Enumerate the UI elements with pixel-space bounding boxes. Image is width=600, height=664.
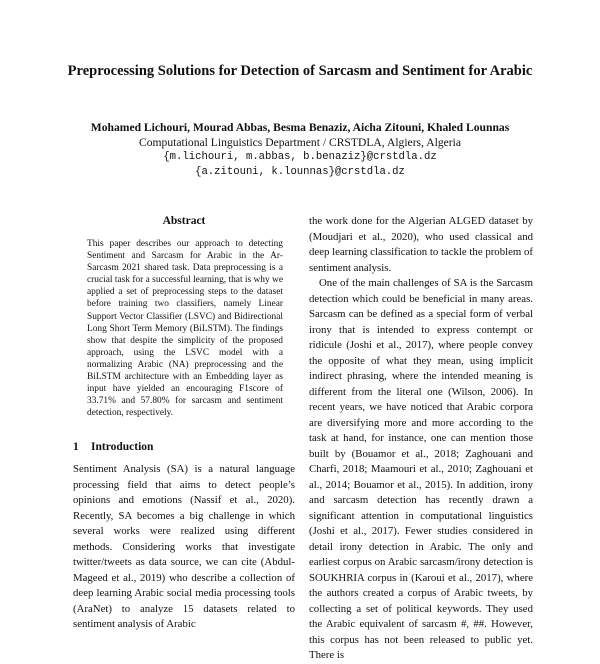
affiliation: Computational Linguistics Department / CRSTDLA, Algiers, Algeria — [138, 136, 461, 149]
section-number: 1 — [73, 441, 79, 453]
right-paragraph-2: One of the main challenges of SA is the Sarcasm detection which could be beneficial in many areas. Sarcasm can be defined as a special form of verbal irony that is intended to express contempt or ridicule (Joshi et al., 2017), where people convey the opposite of what they mean, using implicit indirect phrasing, where the intended meaning is different from the literal one (Wilson, 2006). In recent years, we have noticed that Arabic corpora are diversifying more and more according to the task at hand, for instance, one can mention those built by (Bouamor et al., 2018; Zaghouani and Charfi, 2018; Maamouri et al., 2010; Zaghouani et al., 2014; Bouamor et al., 2015). In addition, irony and sarcasm detection has recently drawn a significant attention in computational linguistics (Joshi et al., 2017). Fewer studies considered in detail irony detection in Arabic. The only and earliest corpus on Arabic sarcasm/irony detection is SOUKHRIA corpus in (Karoui et al., 2017), where the authors created a corpus of Arabic tweets, by collecting a set of political keywords. They used the Arabic equivalent of sarcasm #, ##. However, this corpus has not been released to public yet. There is — [309, 277, 533, 661]
right-paragraph-1: the work done for the Algerian ALGED dataset by (Moudjari et al., 2020), who used classical and deep learning classification to tackle the problem of sentiment analysis. — [309, 215, 533, 274]
paper-title: Preprocessing Solutions for Detection of Sarcasm and Sentiment for Arabic — [67, 63, 533, 79]
right-column — [309, 214, 533, 664]
introduction-text: Sentiment Analysis (SA) is a natural language processing field that aims to detect people’s opinions and emotions (Nassif et al., 2020). Recently, SA becomes a big challenge in which several works were realized using different methods. Considering works that investigate twitter/tweets as data source, we can cite (Abdul-Mageed et al., 2019) who describe a collection of deep learning Arabic social media processing tools (AraNet) to analyze 15 datasets related to sentiment analysis of Arabic — [73, 463, 295, 630]
author-block — [40, 120, 560, 179]
email-line-2: {a.zitouni, k.lounnas}@crstdla.dz — [195, 165, 405, 178]
email-line-1: {m.lichouri, m.abbas, b.benaziz}@crstdla.dz — [163, 151, 437, 163]
section-title: Introduction — [91, 441, 154, 453]
abstract-heading: Abstract — [162, 215, 206, 227]
section-heading — [73, 441, 295, 453]
author-names: Mohamed Lichouri, Mourad Abbas, Besma Benaziz, Aicha Zitouni, Khaled Lounnas — [90, 121, 510, 134]
abstract-text: This paper describes our approach to detecting Sentiment and Sarcasm for Arabic in the Ar-Sarcasm 2021 shared task. Data preprocessing is a crucial task for a successful learning, that is why we applied a set of preprocessing steps to the dataset before training two classifiers, namely Linear Support Vector Classifier (LSVC) and Bidirectional Long Short Term Memory (BiLSTM). The findings show that despite the simplicity of the proposed approach, using the LSVC model with a normalizing Arabic (NA) preprocessing and the BiLSTM architecture with an Embedding layer as input have yielded an encouraging F1score of 33.71% and 57.80% for sarcasm and sentiment detection, respectively. — [87, 239, 283, 419]
